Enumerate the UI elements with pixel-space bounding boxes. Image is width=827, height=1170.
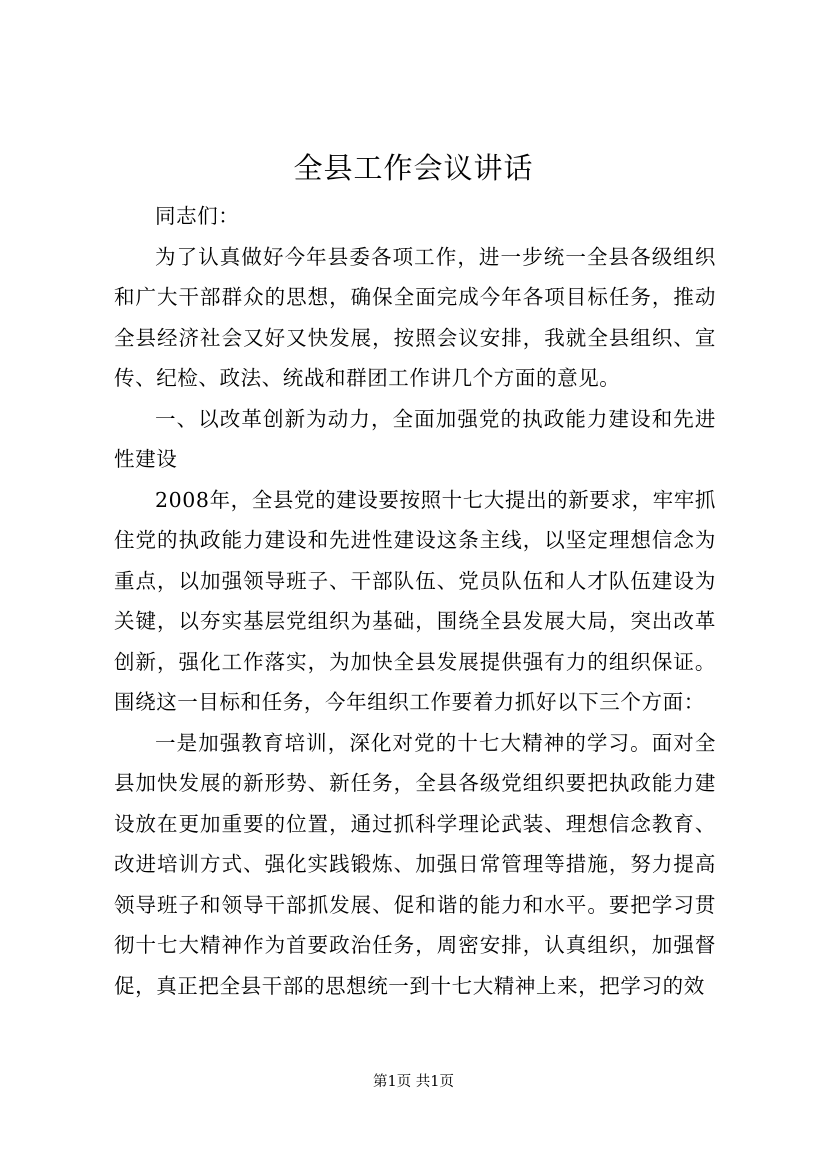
page-footer: 第1页 共1页 <box>372 1074 455 1090</box>
salutation-paragraph: 同志们： <box>155 204 240 228</box>
intro-paragraph: 为了认真做好今年县委各项工作，进一步统一全县各级组织和广大干部群众的思想，确保全面完成今年各项目标任务，推动全县经济社会又好又快发展，按照会议安排，我就全县组织、宣传、纪检、政法、统战和群团工作讲几个方面的意见。 <box>114 244 716 390</box>
body-paragraph: 2008年，全县党的建设要按照十七大提出的新要求，牢牢抓住党的执政能力建设和先进性建设这条主线，以坚定理想信念为重点，以加强领导班子、干部队伍、党员队伍和人才队伍建设为关键，以夯实基层党组织为基础，围绕全县发展大局，突出改革创新，强化工作落实，为加快全县发展提供强有力的组织保证。围绕这一目标和任务，今年组织工作要着力抓好以下三个方面： <box>114 487 716 714</box>
document-title: 全县工作会议讲话 <box>293 151 534 185</box>
section-heading-paragraph: 一、以改革创新为动力，全面加强党的执政能力建设和先进性建设 <box>114 406 716 471</box>
document-body <box>114 196 716 1006</box>
body-paragraph: 一是加强教育培训，深化对党的十七大精神的学习。面对全县加快发展的新形势、新任务，全县各级党组织要把执政能力建设放在更加重要的位置，通过抓科学理论武装、理想信念教育、改进培训方式、强化实践锻炼、加强日常管理等措施，努力提高领导班子和领导干部抓发展、促和谐的能力和水平。要把学习贯彻十七大精神作为首要政治任务，周密安排，认真组织，加强督促，真正把全县干部的思想统一到十七大精神上来，把学习的效 <box>114 730 716 998</box>
